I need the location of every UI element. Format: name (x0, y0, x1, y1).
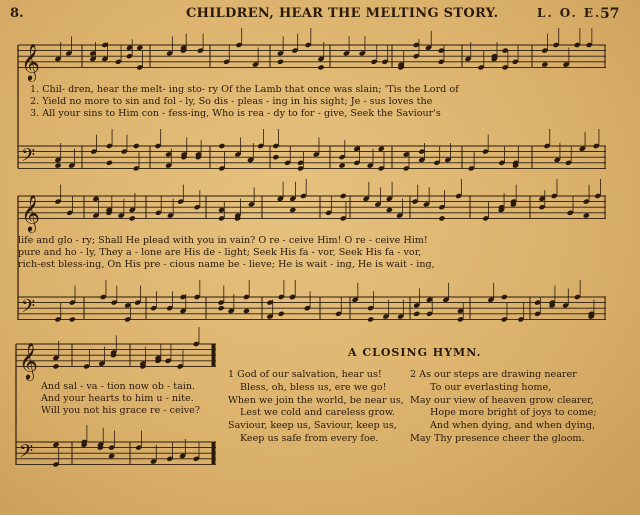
stanza-line: And when dying, and when dying, (430, 420, 596, 432)
note-head (108, 453, 115, 459)
stanza-line: To our everlasting home, (430, 381, 552, 393)
treble-clef-icon: 𝄞 (21, 42, 40, 81)
system3-lyrics (41, 381, 200, 417)
author-initials: L. O. E. (537, 6, 602, 20)
stanza-line: When we join the world, be near us, (228, 394, 404, 406)
system1-lyrics (30, 84, 459, 120)
bass-clef-icon: 𝄢 (21, 296, 36, 322)
note-head (378, 146, 385, 152)
note-head (218, 305, 225, 311)
lyric-line: rich-est bless-ing, On His pre - cious name be - lieve; He is wait - ing, He is wait - ing, (18, 259, 435, 270)
stanza-line: 2 As our steps are drawing nearer (410, 369, 577, 380)
note-head (136, 45, 143, 51)
closing-hymn-title: A CLOSING HYMN. (348, 346, 482, 359)
note-head (54, 163, 61, 169)
note-head (106, 160, 113, 166)
note-head (501, 294, 508, 300)
lyric-line: And sal - va - tion now ob - tain. (41, 381, 196, 392)
note-head (289, 207, 296, 213)
stanza-line: Keep us safe from every foe. (240, 432, 379, 444)
stanza-line: Hope more bright of joys to come; (430, 407, 597, 419)
stanza-line: Lest we cold and careless grow. (240, 407, 395, 419)
stanza-line: Bless, oh, bless us, ere we go! (240, 381, 387, 393)
note-head (340, 193, 347, 199)
hymn-title: CHILDREN, HEAR THE MELTING STORY. (186, 6, 499, 21)
lyric-line: life and glo - ry; Shall He plead with you in vain? O re - ceive Him! O re - ceive Him! (18, 235, 428, 246)
note-head (278, 311, 285, 317)
lyric-line: And your hearts to him u - nite. (41, 393, 194, 404)
lyric-line: 1. Chil- dren, hear the melt- ing sto- ry Of the Lamb that once was slain; 'Tis the Lord of (30, 84, 459, 95)
bass-clef-icon: 𝄢 (21, 145, 36, 171)
note-head (243, 308, 250, 314)
lyric-line: Will you not his grace re - ceive? (41, 405, 200, 416)
note-head (52, 363, 59, 369)
system2-lyrics (18, 235, 435, 271)
note-head (69, 316, 76, 322)
treble-clef-icon: 𝄞 (21, 193, 40, 232)
note-head (339, 163, 346, 169)
note-head (413, 311, 420, 317)
lyric-line: pure and ho - ly, They a - lone are His de - light; Seek His fa - vor, Seek His fa - vor, (18, 247, 422, 258)
lyric-line: 3. All your sins to Him con - fess-ing, Who is rea - dy to for - give, Seek the Saviour's (30, 108, 441, 119)
stanza-line: 1 God of our salvation, hear us! (228, 369, 382, 380)
note-head (438, 215, 445, 221)
treble-clef-icon: 𝄞 (19, 341, 38, 380)
page-number: 57 (600, 6, 620, 22)
note-head (386, 207, 393, 213)
note-head (129, 215, 136, 221)
note-head (133, 143, 140, 149)
note-head (277, 59, 284, 65)
stanza-line: May our view of heaven grow clearer, (410, 394, 594, 406)
stanza-line: May Thy presence cheer the gloom. (410, 432, 585, 444)
note-head (541, 62, 548, 68)
note-head (583, 213, 590, 219)
closing-hymn-stanza-1 (228, 369, 404, 446)
closing-hymn-stanza-2 (410, 369, 597, 446)
hymn-number: 8. (10, 6, 24, 21)
note-head (52, 442, 59, 448)
bass-clef-icon: 𝄢 (19, 441, 34, 467)
lyric-line: 2. Yield no more to sin and fol - ly, So dis - pleas - ing in his sight; Je - sus loves the (30, 96, 433, 107)
note-head (367, 316, 374, 322)
stanza-line: Saviour, keep us, Saviour, keep us, (228, 420, 397, 432)
note-head (218, 143, 225, 149)
note-head (317, 64, 324, 70)
note-head (272, 154, 279, 160)
